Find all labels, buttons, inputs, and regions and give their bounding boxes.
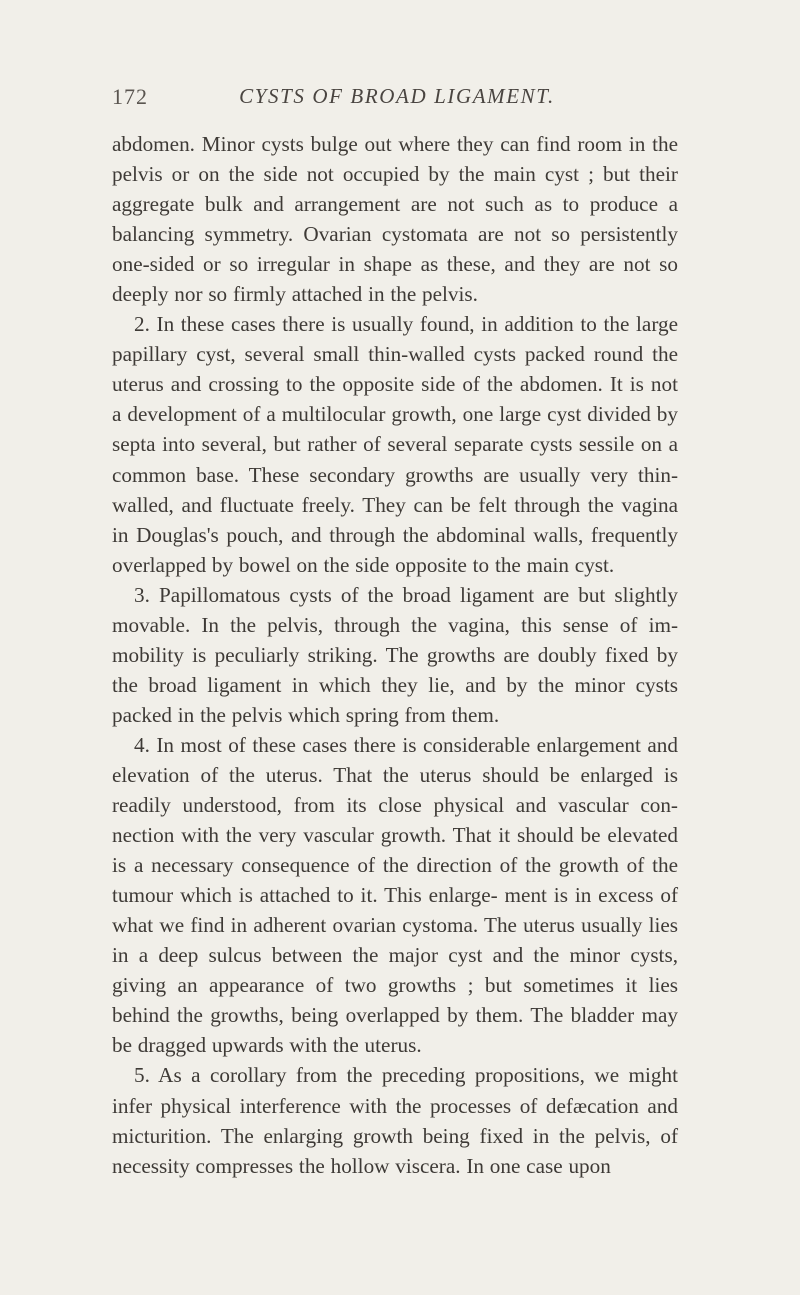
paragraph-4: 4. In most of these cases there is considerable enlargement and elevation of the uterus. That the uterus should be enlarged is readily understood, from its close physical and vascular con- nection with the very vascular growth. That it should be elevated is a necessary consequence of the direction of the growth of the tumour which is attached to it. This enlarge- ment is in excess of what we find in adherent ovarian cystoma. The uterus usually lies in a deep sulcus between the major cyst and the minor cysts, giving an appearance of two growths ; but sometimes it lies behind the growths, being overlapped by them. The bladder may be dragged upwards with the uterus. [112, 732, 678, 1058]
paragraph-2: 2. In these cases there is usually found, in addition to the large papillary cyst, several small thin-walled cysts packed round the uterus and crossing to the opposite side of the abdomen. It is not a development of a multilocular growth, one large cyst divided by septa into several, but rather of several separate cysts sessile on a common base. These secondary growths are usually very thin-walled, and fluctuate freely. They can be felt through the vagina in Douglas's pouch, and through the abdominal walls, frequently overlapped by bowel on the side opposite to the main cyst. [112, 312, 678, 577]
page-number: 172 [112, 84, 148, 109]
paragraph-3: 3. Papillomatous cysts of the broad ligament are but slightly movable. In the pelvis, through the vagina, this sense of im- mobility is peculiarly striking. The growths are doubly fixed by the broad ligament in which they lie, and by the minor cysts packed in the pelvis which spring from them. [112, 582, 678, 727]
paragraph-5: 5. As a corollary from the preceding propositions, we might infer physical interference with the processes of defæcation and micturition. The enlarging growth being fixed in the pelvis, of necessity compresses the hollow viscera. In one case upon [112, 1063, 678, 1178]
body-text [112, 129, 678, 1181]
running-title: CYSTS OF BROAD LIGAMENT. [239, 84, 555, 108]
paragraph-continuation: abdomen. Minor cysts bulge out where they can find room in the pelvis or on the side not occupied by the main cyst ; but their aggregate bulk and arrangement are not such as to produce a balancing symmetry. Ovarian cystomata are not so persistently one-sided or so irregular in shape as these, and they are not so deeply nor so firmly attached in the pelvis. [112, 132, 678, 307]
running-head [112, 84, 682, 114]
